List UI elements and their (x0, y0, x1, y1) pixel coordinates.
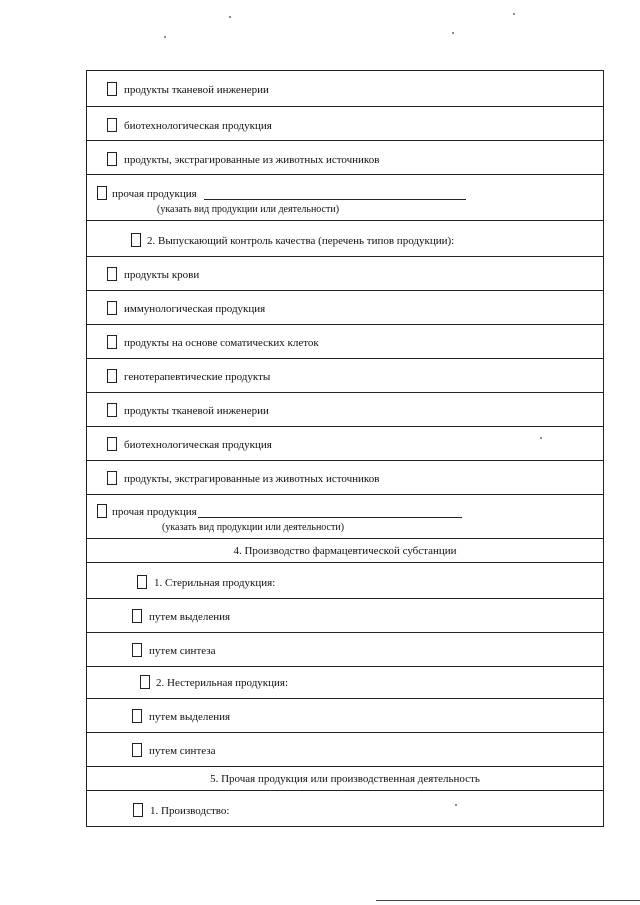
table-row (87, 599, 603, 633)
row-label: прочая продукция (112, 188, 197, 200)
table-row (87, 733, 603, 767)
table-row (87, 461, 603, 495)
activity-table (86, 70, 604, 827)
section-label: 2. Выпускающий контроль качества (перечень типов продукции): (147, 235, 455, 247)
table-row (87, 325, 603, 359)
checkbox[interactable] (107, 471, 117, 485)
checkbox[interactable] (107, 301, 117, 315)
table-row (87, 107, 603, 141)
table-row-section (87, 221, 603, 257)
row-label: путем синтеза (149, 745, 216, 757)
checkbox[interactable] (133, 803, 143, 817)
row-label: биотехнологическая продукция (124, 120, 272, 132)
row-label: продукты, экстрагированные из животных источников (124, 473, 380, 485)
section-title: 4. Производство фармацевтической субстанции (233, 545, 457, 557)
checkbox[interactable] (107, 437, 117, 451)
scan-speck (513, 13, 515, 15)
checkbox[interactable] (137, 575, 147, 589)
scan-speck (164, 36, 166, 38)
checkbox[interactable] (107, 403, 117, 417)
checkbox[interactable] (132, 743, 142, 757)
table-row-section (87, 667, 603, 699)
table-row (87, 141, 603, 175)
checkbox[interactable] (107, 369, 117, 383)
row-label: путем синтеза (149, 645, 216, 657)
table-row (87, 699, 603, 733)
scan-speck (229, 16, 231, 18)
section-label: 1. Стерильная продукция: (154, 577, 276, 589)
table-row-header (87, 767, 603, 791)
table-row-header (87, 539, 603, 563)
checkbox[interactable] (97, 186, 107, 200)
table-row-section (87, 563, 603, 599)
section-label: 2. Нестерильная продукция: (156, 677, 289, 689)
row-label: путем выделения (149, 711, 231, 723)
table-row-other (87, 175, 603, 221)
table-row (87, 291, 603, 325)
row-label: продукты тканевой инженерии (124, 405, 269, 417)
table-row-other (87, 495, 603, 539)
table-row (87, 257, 603, 291)
scan-speck (452, 32, 454, 34)
checkbox[interactable] (107, 267, 117, 281)
checkbox[interactable] (132, 609, 142, 623)
table-row (87, 633, 603, 667)
fill-hint: (указать вид продукции или деятельности) (162, 522, 345, 533)
row-label: продукты тканевой инженерии (124, 84, 269, 96)
section-label: 1. Производство: (150, 805, 230, 817)
checkbox[interactable] (131, 233, 141, 247)
checkbox[interactable] (107, 152, 117, 166)
page-edge-line (376, 900, 640, 901)
table-row-section (87, 791, 603, 827)
fill-hint: (указать вид продукции или деятельности) (157, 204, 340, 215)
table-row (87, 393, 603, 427)
row-label: биотехнологическая продукция (124, 439, 272, 451)
table-row (87, 71, 603, 107)
row-label: продукты, экстрагированные из животных источников (124, 154, 380, 166)
checkbox[interactable] (132, 709, 142, 723)
checkbox[interactable] (140, 675, 150, 689)
row-label: прочая продукция (112, 506, 197, 518)
row-label: путем выделения (149, 611, 231, 623)
checkbox[interactable] (107, 335, 117, 349)
checkbox[interactable] (107, 82, 117, 96)
table-row (87, 359, 603, 393)
row-label: генотерапевтические продукты (124, 371, 271, 383)
row-label: продукты крови (124, 269, 200, 281)
checkbox[interactable] (107, 118, 117, 132)
row-label: иммунологическая продукция (124, 303, 266, 315)
checkbox[interactable] (132, 643, 142, 657)
section-title: 5. Прочая продукция или производственная деятельность (210, 773, 480, 785)
row-label: продукты на основе соматических клеток (124, 337, 319, 349)
fill-line[interactable] (198, 517, 462, 518)
fill-line[interactable] (204, 199, 466, 200)
table-row (87, 427, 603, 461)
checkbox[interactable] (97, 504, 107, 518)
